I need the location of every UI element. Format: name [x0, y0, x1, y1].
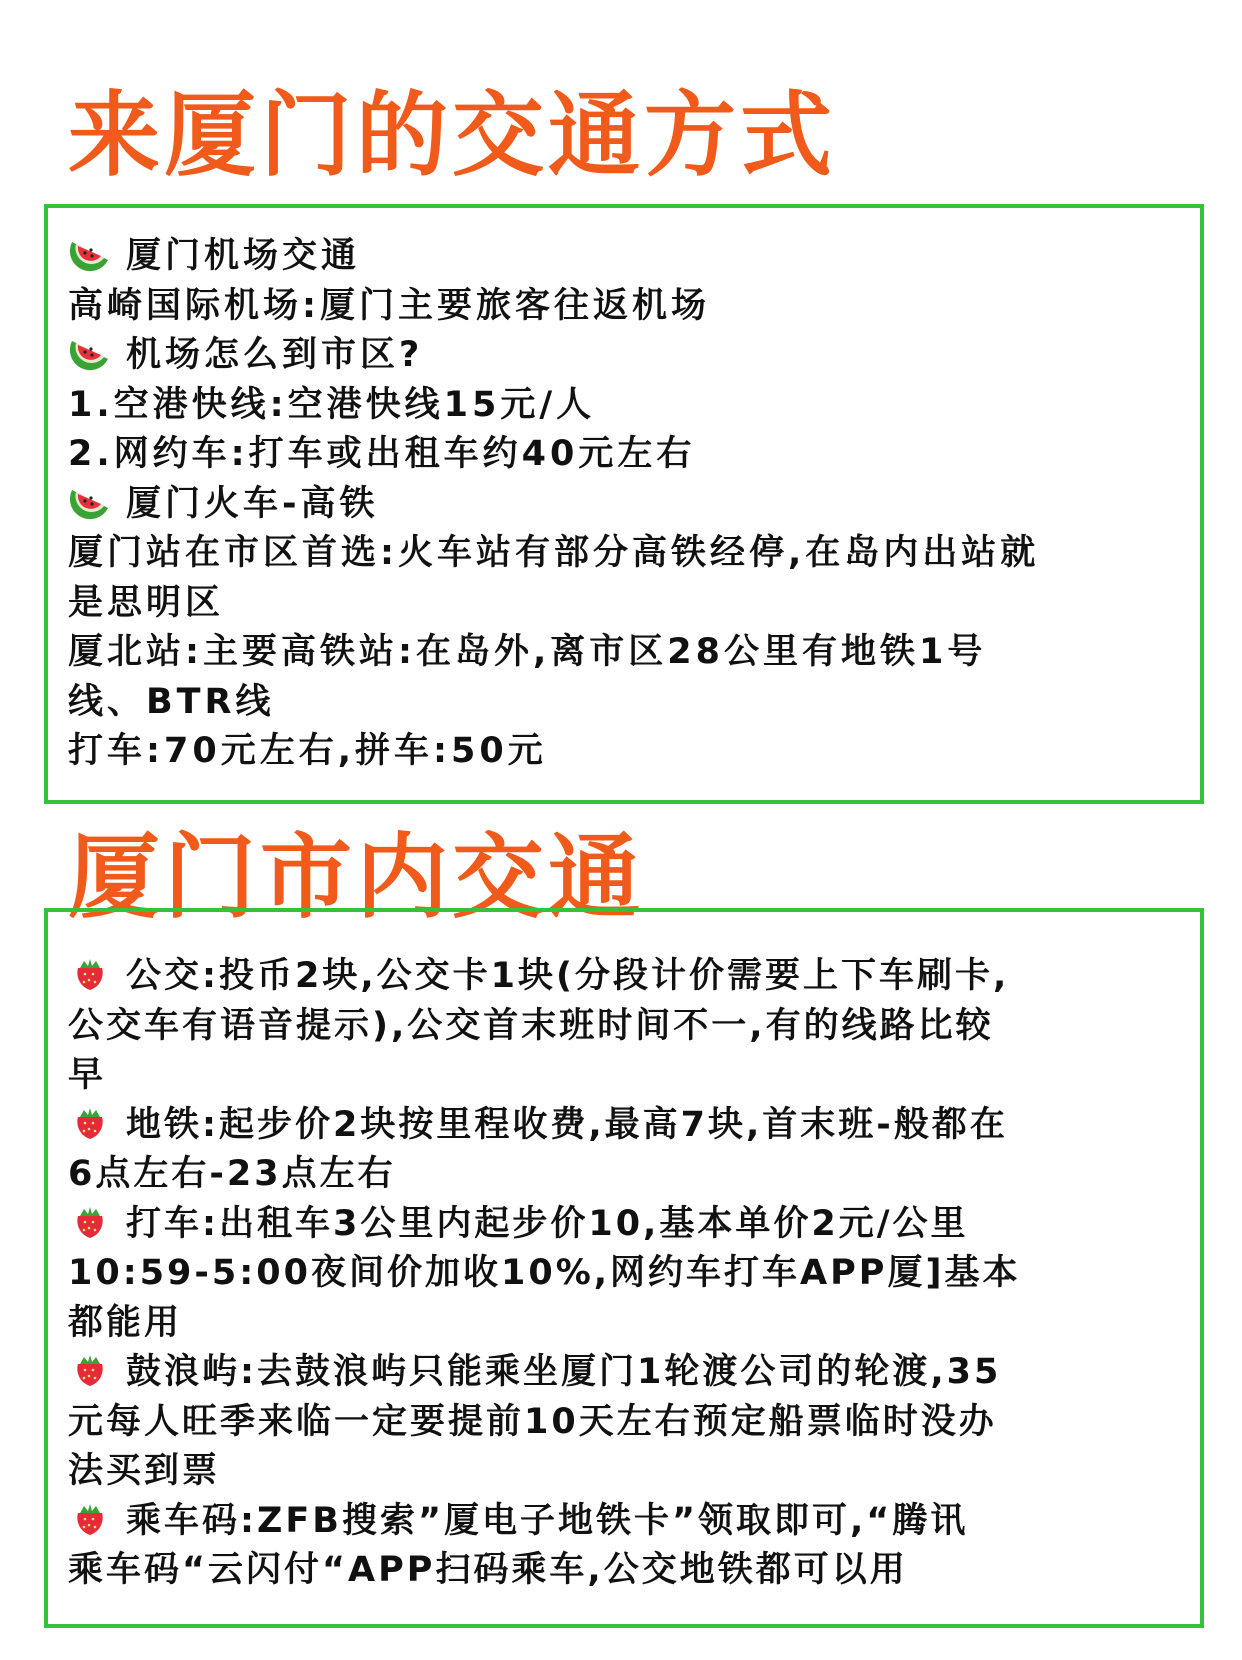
text-line: 厦北站:主要高铁站:在岛外,离市区28公里有地铁1号	[68, 632, 987, 672]
strawberry-icon	[68, 1501, 112, 1537]
item-bus	[68, 952, 1186, 1002]
line-text: 公交:投币2块,公交卡1块(分段计价需要上下车刷卡,	[126, 956, 1010, 996]
text-line: 打车:70元左右,拼车:50元	[68, 731, 547, 771]
text-line: 6点左右-23点左右	[68, 1154, 396, 1194]
text-line: 元每人旺季来临一定要提前10天左右预定船票临时没办	[68, 1401, 997, 1442]
heading-airport-to-city	[68, 331, 1186, 381]
page-title: 来厦门的交通方式	[68, 82, 837, 189]
item-ride-code	[68, 1497, 1186, 1547]
item-gulangyu	[68, 1348, 1186, 1398]
strawberry-icon	[68, 1352, 112, 1388]
text-line: 早	[68, 1055, 107, 1095]
text-line: 法买到票	[68, 1451, 221, 1491]
line-text: 厦门火车-高铁	[126, 483, 379, 524]
intercity-transport-box	[44, 204, 1204, 804]
text-line: 10:59-5:00夜间价加收10%,网约车打车APP厦]基本	[68, 1253, 1021, 1293]
line-text: 机场怎么到市区?	[126, 335, 424, 375]
item-metro	[68, 1101, 1186, 1151]
line-text: 地铁:起步价2块按里程收费,最高7块,首末班-般都在	[126, 1104, 1008, 1145]
text-line: 线、BTR线	[68, 681, 275, 722]
text-line: 2.网约车:打车或出租车约40元左右	[68, 434, 696, 474]
section-title: 厦门市内交通	[68, 824, 645, 931]
text-line: 都能用	[68, 1302, 183, 1343]
text-line: 厦门站在市区首选:火车站有部分高铁经停,在岛内出站就	[68, 533, 1040, 573]
heading-airport	[68, 232, 1186, 282]
city-transport-box	[44, 908, 1204, 1628]
line-text: 厦门机场交通	[126, 236, 361, 276]
text-line: 是思明区	[68, 582, 225, 623]
watermelon-icon	[68, 236, 112, 272]
watermelon-icon	[68, 335, 112, 371]
item-taxi	[68, 1200, 1186, 1250]
line-text: 鼓浪屿:去鼓浪屿只能乘坐厦门1轮渡公司的轮渡,35	[126, 1352, 1002, 1392]
text-line: 公交车有语音提示),公交首末班时间不一,有的线路比较	[68, 1005, 994, 1046]
text-line: 1.空港快线:空港快线15元/人	[68, 384, 596, 425]
line-text: 打车:出租车3公里内起步价10,基本单价2元/公里	[126, 1203, 969, 1244]
strawberry-icon	[68, 1105, 112, 1141]
text-line: 乘车码“云闪付“APP扫码乘车,公交地铁都可以用	[68, 1550, 908, 1590]
watermelon-icon	[68, 484, 112, 520]
line-text: 乘车码:ZFB搜索”厦电子地铁卡”领取即可,“腾讯	[126, 1500, 969, 1541]
strawberry-icon	[68, 1204, 112, 1240]
text-line: 高崎国际机场:厦门主要旅客往返机场	[68, 285, 710, 326]
heading-train	[68, 480, 1186, 530]
strawberry-icon	[68, 956, 112, 992]
